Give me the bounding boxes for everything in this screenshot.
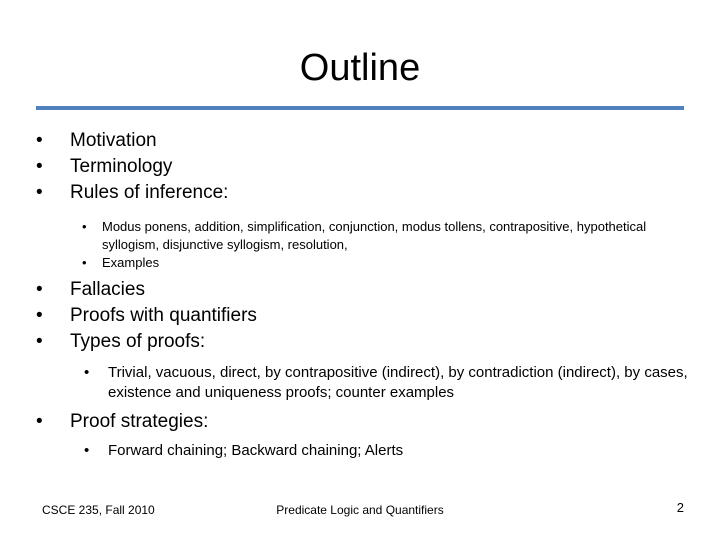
- bullet-text: Types of proofs:: [70, 331, 206, 352]
- bullet-icon: •: [36, 411, 43, 432]
- bullet-text: Terminology: [70, 156, 173, 177]
- slide-body: [36, 128, 696, 461]
- bullet-icon: •: [36, 305, 43, 326]
- bullet-item: [36, 303, 696, 329]
- sub-bullet-item: [36, 363, 696, 403]
- sub-bullet-item: [36, 441, 696, 461]
- bullet-icon: •: [36, 130, 43, 151]
- bullet-icon: •: [84, 364, 90, 381]
- sub-bullet-text: Forward chaining; Backward chaining; Alerts: [108, 442, 404, 459]
- sub-bullet-text: Examples: [102, 255, 160, 270]
- bullet-item: [36, 329, 696, 355]
- title-underline: [36, 106, 684, 110]
- bullet-icon: •: [36, 182, 43, 203]
- bullet-text: Proof strategies:: [70, 411, 209, 432]
- bullet-icon: •: [82, 255, 87, 270]
- sub-bullet-text: Modus ponens, addition, simplification, conjunction, modus tollens, contrapositive, hypothetical syllogism, disjunctive syllogism, resolution,: [102, 219, 647, 252]
- bullet-icon: •: [36, 279, 43, 300]
- sub-bullet-item: [36, 254, 696, 272]
- bullet-item: [36, 277, 696, 303]
- bullet-text: Fallacies: [70, 279, 145, 300]
- bullet-icon: •: [36, 331, 43, 352]
- bullet-text: Proofs with quantifiers: [70, 305, 257, 326]
- bullet-icon: •: [84, 442, 90, 459]
- bullet-text: Rules of inference:: [70, 182, 229, 203]
- sub-bullet-item: [36, 218, 696, 254]
- slide-title: Outline: [299, 47, 421, 89]
- bullet-icon: •: [82, 219, 87, 234]
- bullet-item: [36, 180, 696, 206]
- bullet-item: [36, 128, 696, 154]
- bullet-item: [36, 154, 696, 180]
- bullet-item: [36, 409, 696, 435]
- footer-course: CSCE 235, Fall 2010: [42, 503, 155, 517]
- sub-bullet-text: Trivial, vacuous, direct, by contrapositive (indirect), by contradiction (indirect), by cases, existence and uniqueness proofs; counter examples: [108, 364, 688, 401]
- bullet-text: Motivation: [70, 130, 157, 151]
- page-number: 2: [676, 500, 684, 515]
- footer-topic: Predicate Logic and Quantifiers: [276, 503, 444, 517]
- bullet-icon: •: [36, 156, 43, 177]
